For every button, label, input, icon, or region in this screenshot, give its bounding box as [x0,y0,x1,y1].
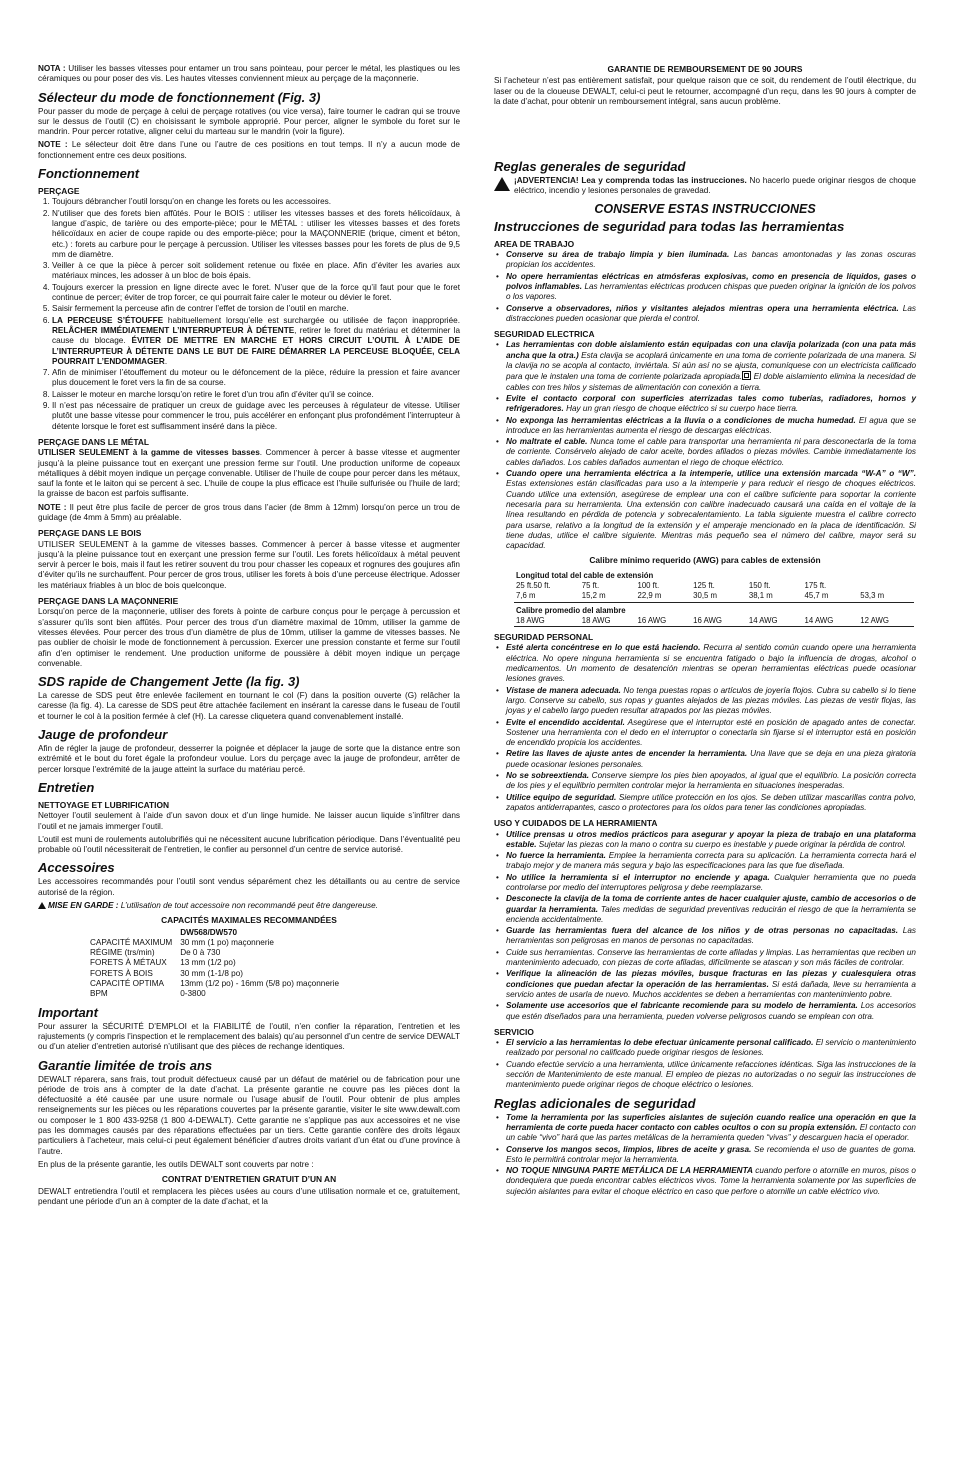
maconnerie-subheading: PERÇAGE DANS LA MAÇONNERIE [38,596,179,607]
list-item: 1. Toujours débrancher l’outil lorsqu’on en change les forets ou les accessoires. [52,197,460,207]
list-item: • Las herramientas con doble aislamiento están equipadas con una clavija polarizada (con una pata más ancha que la otra.) Esta clavija se acoplará únicamente en una toma de corriente polarizada de una manera. Si la clavija no se acopla al contacto, inviértala. Si aún así no se ajusta, comuníquese con un electricista calificado para que le instalen una toma de corriente polarizada apropiada. El doble aislamiento elimina la necesidad de cables con tres hilos y sistemas de alimentación con conexión a tierra. [506,340,916,392]
percage-list [38,197,460,432]
list-item: • Vístase de manera adecuada. No tenga puestas ropas o artículos de joyería flojos. Cubra su cabello si lo tiene largo. Conserve su cabello, sus ropas y guantes alejados de las piezas móviles. Las piezas de vestir flojas, las joyas y el cabello largo pueden resultar atrapados por las piezas móviles. [506,686,916,717]
list-item: • Guarde las herramientas fuera del alcance de los niños y de otras personas no capacitadas. Las herramientas son peligrosas en manos de personas no capacitadas. [506,926,916,947]
table-row: CAPACITÉ OPTIMA 13mm (1/2 po) - 16mm (5/8 po) maçonnerie [90,979,339,989]
fonctionnement-heading: Fonctionnement [38,166,140,182]
mise-en-garde: MISE EN GARDE : L’utilisation de tout accessoire non recommandé peut être dangereuse. [38,901,460,911]
list-item: 5. Saisir fermement la perceuse afin de contrer l’effet de torsion de l’outil en marche. [52,304,460,314]
uso-subheading: USO Y CUIDADOS DE LA HERRAMIENTA [494,818,658,829]
list-item: • NO TOQUE NINGUNA PARTE METÁLICA DE LA HERRAMIENTA cuando perfore o atornille en muros, pisos o dondequiera que pueda encontrar cables eléctricos vivos. Tome la herramienta solamente por las superficies de sujeción aislantes para evitar el choque eléctrico en caso que perfore o atornille un cable eléctrico vivo. [506,1166,916,1197]
list-item: • Conserve su área de trabajo limpia y bien iluminada. Las bancas amontonadas y las zonas oscuras propician los accidentes. [506,250,916,271]
conserve-heading: CONSERVE ESTAS INSTRUCCIONES [594,201,816,216]
list-item: • Solamente use accesorios que el fabricante recomiende para su modelo de herramienta. Los accesorios que estén diseñados para una herramienta, pueden volverse peligrosos cuando se emplean con otra. [506,1001,916,1022]
adicionales-heading: Reglas adicionales de seguridad [494,1095,696,1111]
table-row: FORETS À MÉTAUX 13 mm (1/2 po) [90,958,236,968]
seg-pers-list [494,643,916,813]
servicio-list [494,1038,916,1090]
reglas-heading: Reglas generales de seguridad [494,159,686,175]
seg-elec-list [494,340,916,551]
nettoyage-paragraph-2: L’outil est muni de roulements autolubrifiés qui ne nécessitent aucune lubrification périodique. Dans l’éventualité peu probable où l’outil nécessiterait de l’entretien, le confier au personnel d’un centre de service autorisé. [38,834,460,855]
warning-icon [494,177,510,191]
list-item: • Retire las llaves de ajuste antes de encender la herramienta. Una llave que se deja en una pieza giratoria puede ocasionar lesiones personales. [506,749,916,770]
garantie90-title: GARANTIE DE REMBOURSEMENT DE 90 JOURS [607,64,803,74]
metal-subheading: PERÇAGE DANS LE MÉTAL [38,436,150,447]
list-item: 2. N’utiliser que des forets bien affûtés. Pour le BOIS : utiliser les vitesses basses et des forets hélicoïdaux, à langue d’aspic, de tarière ou des emporte-pièce; pour le MÉTAL : utiliser les vitesses basses et des forets hélicoïdaux en acier de coupe rapide ou des emporte-pièce; pour la MAÇONNERIE (brique, ciment et béton, etc.) : forets au carbure pour le perçage à percussion. Utiliser les vitesses basses pour les forets de plus de 9,5 mm de diamètre. [52,209,460,260]
table-row: RÉGIME (trs/min) De 0 à 730 [90,948,221,958]
list-item: • No se sobreextienda. Conserve siempre los pies bien apoyados, al igual que el equilibrio. La posición correcta de los pies y el equilibrio permiten controlar mejor la herramienta en situaciones inesperadas. [506,771,916,792]
area-list [494,250,916,324]
selecteur-paragraph: Pour passer du mode de perçage à celui de perçage rotatives (ou vice versa), faire tourner le cadran qui se trouve sur le dessus de l’outil (C) en choisissant le symbole approprié. Pour percer, aligner le symbole du foret sur le mandrin. Pour percer rotative, aligner celui du marteau sur le mandrin (voir la figure). [38,106,460,137]
capacites-model: DW568/DW570 [180,927,238,937]
list-item: 9. Il n’est pas nécessaire de pratiquer un creux de guidage avec les perceuses à régulateur de vitesse. Utiliser plutôt une basse vitesse pour commencer le trou, puis accélérer en enfonçant plus profondément l’interrupteur à détente lorsque le foret est suffisamment inséré dans la pièce. [52,401,460,432]
accessoires-heading: Accessoires [38,860,115,876]
important-heading: Important [38,1004,98,1020]
adicionales-list [494,1113,916,1197]
list-item: 8. Laisser le moteur en marche lorsqu’on retire le foret d’un trou afin d’éviter qu’il se coince. [52,390,460,400]
bois-subheading: PERÇAGE DANS LE BOIS [38,528,142,539]
list-item: • Conserve a observadores, niños y visitantes alejados mientras opera una herramienta eléctrica. Las distracciones pueden ocasionar que pierda el control. [506,304,916,325]
garantie90-paragraph: Si l’acheteur n’est pas entièrement satisfait, pour quelque raison que ce soit, du rendement de l’outil électrique, du laser ou de la cloueuse DEWALT, celui-ci peut le retourner, accompagné d’un reçu, dans les 90 jours à compter de la date d’achat, pour obtenir un remboursement intégral, sans aucun problème. [494,76,916,106]
list-item: • El servicio a las herramientas lo debe efectuar únicamente personal calificado. El servicio o mantenimiento realizado por personal no calificado puede originar riesgos de lesiones. [506,1038,916,1059]
area-subheading: AREA DE TRABAJO [494,238,575,249]
right-column [494,64,916,1200]
list-item: • No utilice la herramienta si el interruptor no enciende y apaga. Cualquier herramienta que no pueda controlarse por medio del interruptores peligrosa y debe reemplazarse. [506,873,916,894]
list-item: • Utilice prensas u otros medios prácticos para asegurar y apoyar la pieza de trabajo en una plataforma estable. Sujetar las piezas con la mano o contra su cuerpo es inestable y puede originar la pérdida de control. [506,830,916,851]
table-row: 7,6 m 15,2 m 22,9 m 30,5 m 38,1 m 45,7 m 53,3 m [514,591,914,602]
percage-subheading: PERÇAGE [38,186,80,197]
accessoires-paragraph: Les accessoires recommandés pour l’outil sont vendus séparément chez les détaillants ou au centre de service autorisé de la région. [38,877,460,897]
contrat-paragraph: DEWALT entretiendra l’outil et remplacera les pièces usées au cours d’une utilisation normale et ce, gratuitement, pendant une période d’un an à compter de la date d’achat, et la [38,1186,460,1206]
left-column [38,64,460,1210]
advertencia-block: ¡ADVERTENCIA! Lea y comprenda todas las instrucciones. No hacerlo puede originar riesgos de choque eléctrico, incendio y lesiones personales de gravedad. [494,176,916,197]
list-item: • Desconecte la clavija de la toma de corriente antes de hacer cualquier ajuste, cambio de accesorios o de guardar la herramienta. Tales medidas de seguridad preventivas reducirán el riesgo de que la herramienta se encienda accidentalmente. [506,894,916,925]
sds-heading: SDS rapide de Changement Jette (la fig. 3) [38,674,300,690]
list-item: • Evite el contacto corporal con superficies aterrizadas tales como tuberías, radiadores, hornos y refrigeradores. Hay un gran riesgo de choque eléctrico si su cuerpo hace tierra. [506,394,916,415]
awg-title: Calibre mínimo requerido (AWG) para cables de extensión [589,555,821,566]
table-row: 18 AWG 18 AWG 16 AWG 16 AWG 14 AWG 14 AWG 12 AWG [514,616,914,627]
metal-paragraph: UTILISER SEULEMENT à la gamme de vitesses basses. Commencer à percer à basse vitesse et augmenter jusqu’à la pleine puissance tout en exerçant une pression ferme sur l’outil. Une production uniforme de copeaux métalliques à débit moyen indique un perçage convenable. Utiliser de l’huile de coupe pour percer dans les métaux, sauf la fonte et le laiton qui se percent à sec. L’huile de coupe la plus efficace est l’huile sulfurisée ou l’huile de lard; la graisse de bacon est parfois suffisante. [38,448,460,499]
nettoyage-subheading: NETTOYAGE ET LUBRIFICATION [38,799,170,810]
list-item: • Cuide sus herramientas. Conserve las herramientas de corte afiladas y limpias. Las herramientas que reciben un mantenimiento adecuado, con piezas de corte afiladas, difícilmente se atascan y son más fáciles de controlar. [506,948,916,969]
seg-pers-subheading: SEGURIDAD PERSONAL [494,632,594,643]
list-item: • Tome la herramienta por las superficies aislantes de sujeción cuando realice una operación en que la herramienta de corte pueda hacer contacto con cables ocultos o con su propia extensión. El contacto con un cable “vivo” hará que las partes metálicas de la herramienta queden “vivas” y descarguen hacia el operador. [506,1113,916,1144]
awg-calibre-label: Calibre promedio del alambre [516,605,626,615]
warning-icon [38,902,46,909]
awg-length-label: Longitud total del cable de extensión [516,570,654,580]
instrucciones-heading: Instrucciones de seguridad para todas las herramientas [494,218,845,234]
sds-paragraph: La caresse de SDS peut être enlevée facilement en tournant le col (F) dans la position ouverte (G) relâcher la caresse (la fig. 4). La caresse de SDS peut être attachée facilement en insérant la caresse dans le fuseau de l’outil et tourner le col à la position fermée à clef (H). La caresse cliquetera quand convenablement installé. [38,691,460,721]
list-item: • Esté alerta concéntrese en lo que está haciendo. Recurra al sentido común cuando opere una herramienta eléctrica. No opere ninguna herramienta si se encuentra fatigado o bajo la influencia de drogas, alcohol o medicamentos. Un momento de desatención mientras se operan herramientas eléctricas puede ocasionar lesiones graves. [506,643,916,684]
list-item: 4. Toujours exercer la pression en ligne directe avec le foret. N’user que de la force qu’il faut pour que le foret continue de percer; éviter de trop forcer, ce qui pourrait faire caler le moteur ou dévier le foret. [52,283,460,304]
list-item: • No fuerce la herramienta. Emplee la herramienta correcta para su aplicación. La herramienta correcta hará el trabajo mejor y de manera más segura y bajo las especificaciones para las que fue diseñada. [506,851,916,872]
list-item: • Conserve los mangos secos, limpios, libres de aceite y grasa. Se recomienda el uso de guantes de goma. Esto le permitirá controlar mejor la herramienta. [506,1145,916,1166]
double-insulation-icon [742,371,751,380]
list-item: • No maltrate el cable. Nunca tome el cable para transportar una herramienta ni para desconectarla de la toma de corriente. Consérvelo alejado de calor aceite, bordes afilados o piezas móviles. Cambie inmediatamente los cables dañados. Los cables dañados aumentan el riego de choque eléctrico. [506,437,916,468]
selecteur-note: NOTE : Le sélecteur doit être dans l’une ou l’autre de ces positions en tout temps. Il n’y a aucun mode de fonctionnement entre ces deux positions. [38,140,460,160]
list-item: 3. Veiller à ce que la pièce à percer soit solidement retenue ou fixée en place. Afin d’éviter les avaries aux matériaux minces, les adosser à un bloc de bois épais. [52,261,460,282]
list-item: • No exponga las herramientas eléctricas a la lluvia o a condiciones de mucha humedad. El agua que se introduce en las herramientas aumenta el riesgo de descargas eléctricas. [506,416,916,437]
servicio-subheading: SERVICIO [494,1026,534,1037]
uso-list [494,830,916,1022]
capacites-table [90,928,347,1000]
bois-paragraph: UTILISER SEULEMENT à la gamme de vitesses basses. Commencer à percer à basse vitesse et augmenter jusqu’à la pleine puissance tout en exerçant une pression ferme sur l’outil. Les forets hélicoïdaux à métal peuvent servir à percer le bois, mais il faut les retirer souvent du trou pour chasser les copeaux et rognures des goujures afin d’éviter qu’ils ne surchauffent. Pour percer de gros trous, utiliser les forets à bois d’une perceuse électrique. Adosser les matériaux friables à un bloc de bois quelconque. [38,539,460,590]
maconnerie-paragraph: Lorsqu’on perce de la maçonnerie, utiliser des forets à pointe de carbure conçus pour le perçage à percussion et s’assurer qu’ils sont bien affûtés. Pour percer des trous d’un diamètre maximal de 10mm, utiliser la gamme de vitesses élevées. Pour percer des trous d’un diamètre de plus de 10mm, utiliser la gamme de vitesses basses. Ne pas oublier de choisir le mode de fonctionnement à percussion. Exercer une pression constante et ferme sur l’outil afin d’en optimiser le rendement. Une production uniforme de poussière à débit moyen indique un perçage convenable. [38,607,460,668]
list-item: • Evite el encendido accidental. Asegúrese que el interruptor esté en posición de apagado antes de conectar. Sostener una herramienta con el dedo en el interruptor o conectarla sin fijarse si el interruptor está en posición de encendido propicia los accidentes. [506,718,916,749]
important-paragraph: Pour assurer la SÉCURITÉ D’EMPLOI et la FIABILITÉ de l’outil, n’en confier la réparation, l’entretien et les rajustements (y compris l’inspection et le remplacement des balais) qu’au personnel d’un centre de service DEWALT ou d’un atelier d’entretien autorisé n’utilisant que des pièces de rechange identiques. [38,1021,460,1052]
table-row: CAPACITÉ MAXIMUM 30 mm (1 po) maçonnerie [90,937,274,947]
garantie-paragraph-2: En plus de la présente garantie, les outils DEWALT sont couverts par notre : [38,1159,314,1169]
list-item: • Cuando opere una herramienta eléctrica a la intemperie, utilice una extensión marcada “W-A” o “W”. Estas extensiones están clasificadas para uso a la intemperie y para reducir el riesgo de choques eléctricos. Cuando utilice una extensión, asegúrese de emplear una con el calibre suficiente para soportar la corriente necesaria para su herramienta. Una extensión con calibre inadecuado causará una caída en el voltaje de la línea resultando en pérdida de potencia y sobrecalentamiento. La tabla siguiente muestra el calibre correcto para usarse, relativo a la longitud de la extensión y el amperaje mencionado en la placa de identificación. Si tiene dudas, utilice el calibre siguiente. Mientras más pequeño sea el número del calibre, mayor será su capacidad. [506,469,916,551]
selecteur-heading: Sélecteur du mode de fonctionnement (Fig. 3) [38,89,321,105]
nota-paragraph: NOTA : Utiliser les basses vitesses pour entamer un trou sans pointeau, pour percer le métal, les plastiques ou les céramiques ou pour poser des vis. Les hautes vitesses conviennent mieux au perçage de la maçonnerie. [38,64,460,84]
garantie-heading: Garantie limitée de trois ans [38,1057,213,1073]
list-item: • Utilice equipo de seguridad. Siempre utilice protección en los ojos. Se deben utilizar mascarillas contra polvo, zapatos antiderrapantes, casco o protectores para los oídos para tener las condiciones apropiadas. [506,793,916,814]
list-item: • Cuando efectúe servicio a una herramienta, utilice únicamente refacciones idénticas. Siga las instrucciones de la sección de Mantenimiento de este manual. El empleo de piezas no autorizadas o no seguir las instrucciones de mantenimiento puede originar riegos de choque eléctrico o lesiones. [506,1060,916,1091]
awg-table [514,568,914,627]
jauge-heading: Jauge de profondeur [38,727,168,743]
table-row: FORETS À BOIS 30 mm (1-1/8 po) [90,968,243,978]
table-row: 25 ft.50 ft. 75 ft. 100 ft. 125 ft. 150 ft. 175 ft. [516,580,827,590]
list-item: 7. Afin de minimiser l’étouffement du moteur ou le défoncement de la pièce, réduire la pression et faire avancer plus doucement le foret vers la fin de sa course. [52,368,460,389]
table-row: BPM 0-3800 [90,989,206,999]
entretien-heading: Entretien [38,779,95,795]
nettoyage-paragraph-1: Nettoyer l’outil seulement à l’aide d’un savon doux et d’un linge humide. Ne laisser aucun liquide s’infiltrer dans l’outil et ne jamais immerger l’outil. [38,811,460,831]
garantie-paragraph-1: DEWALT réparera, sans frais, tout produit défectueux causé par un défaut de matériel ou de fabrication pour une période de trois ans à compter de la date d’achat. La présente garantie ne couvre pas les pièces dont la défectuosité a été causée par une usure normale ou l’usage abusif de l’outil. Pour obtenir de plus amples renseignements sur les pièces ou les réparations couvertes par la présente garantie, visiter le site www.dewalt.com ou composer le 1 800 433-9258 (1 800 4-DEWALT). Cette garantie ne s’applique pas aux accessoires et ne vise pas les dommages causés par des réparations effectuées par un tiers. Cette garantie confère des droits légaux particuliers à l’acheteur, mais celui-ci peut également bénéficier d’autres droits variant d’un état ou d’une province à l’autre. [38,1074,460,1156]
list-item: • No opere herramientas eléctricas en atmósferas explosivas, como en presencia de líquidos, gases o polvos inflamables. Las herramientas eléctricas producen chispas que pueden originar la ignición de los polvos o los vapores. [506,272,916,303]
capacites-title: CAPACITÉS MAXIMALES RECOMMANDÉES [161,915,337,926]
metal-note: NOTE : Il peut être plus facile de percer de gros trous dans l’acier (de 8mm à 12mm) lorsqu’on perce un trou de guidage (de 4mm à 5mm) au préalable. [38,502,460,522]
jauge-paragraph: Afin de régler la jauge de profondeur, desserrer la poignée et déplacer la jauge de sorte que la distance entre son extrémité et le bout du foret égale la profondeur voulue. Lors du perçage avec la jauge de profondeur, arrêter de percer lorsque l’extrémité de la jauge atteint la surface du matériau percé. [38,744,460,774]
list-item: • Verifique la alineación de las piezas móviles, busque fracturas en las piezas y cualesquiera otras condiciones que puedan afectar la operación de las herramientas. Si está dañada, lleve su herramienta a servicio antes de usarla de nuevo. Muchos accidentes se deben a herramientas con mantenimiento pobre. [506,969,916,1000]
list-item: 6. LA PERCEUSE S’ÉTOUFFE habituellement lorsqu’elle est surchargée ou utilisée de façon inappropriée. RELÂCHER IMMÉDIATEMENT L’INTERRUPTEUR À DÉTENTE, retirer le foret du matériau et déterminer la cause du blocage. ÉVITER DE METTRE EN MARCHE ET HORS CIRCUIT L’OUTIL À L’AIDE DE L’INTERRUPTEUR À DÉTENTE DANS LE BUT DE FAIRE DÉMARRER LA PERCEUSE BLOQUÉE, CELA POURRAIT L’ENDOMMAGER. [52,316,460,367]
contrat-title: CONTRAT D’ENTRETIEN GRATUIT D’UN AN [161,1174,337,1185]
seg-elec-subheading: SEGURIDAD ELECTRICA [494,329,595,340]
